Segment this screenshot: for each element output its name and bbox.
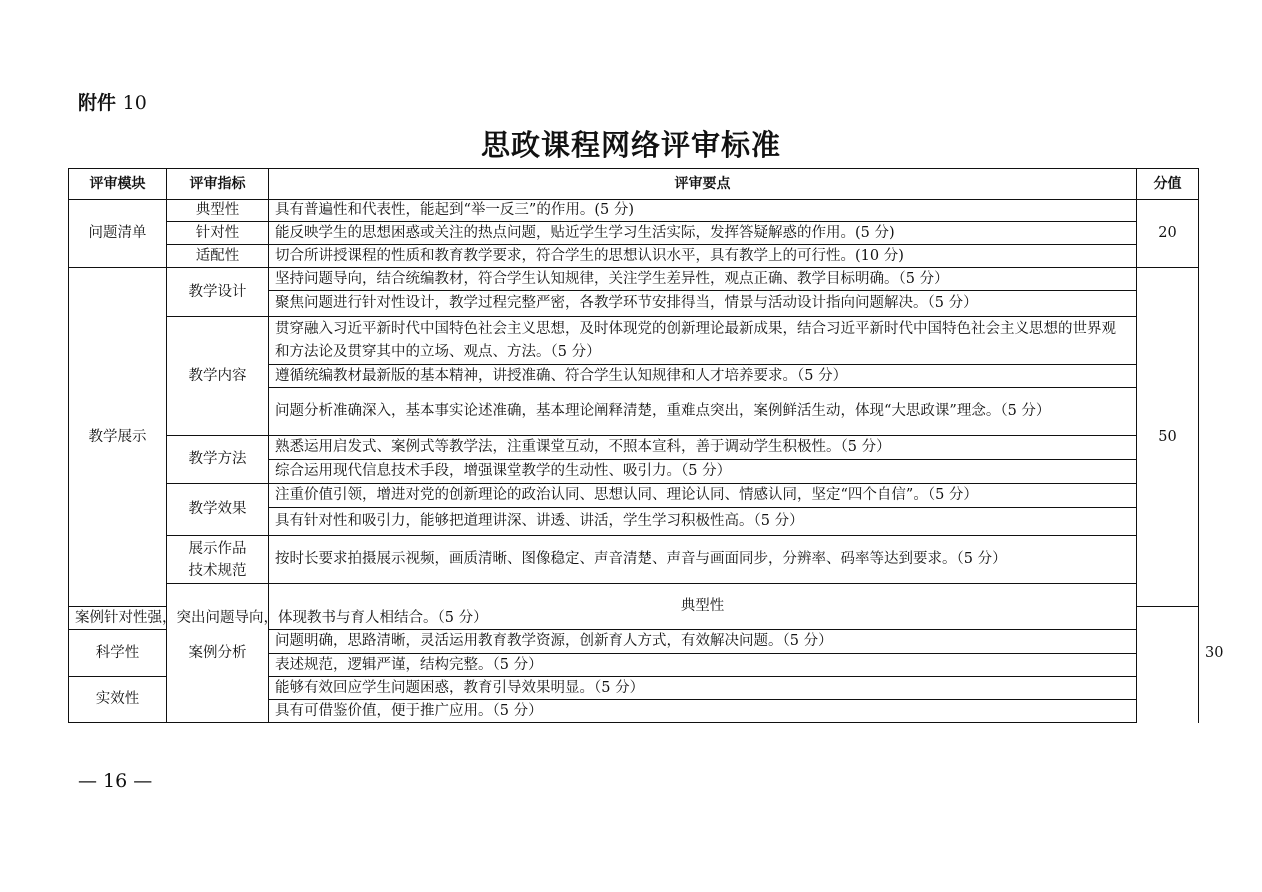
header-score: 分值: [1137, 169, 1199, 200]
attachment-word: 附件: [78, 92, 117, 114]
point-cell: 按时长要求拍摄展示视频，画质清晰、图像稳定、声音清楚、声音与画面同步，分辨率、码率等达到要求。（5 分）: [269, 536, 1137, 584]
table-header-row: [69, 169, 1199, 200]
score-cell: 50: [1137, 268, 1199, 607]
point-cell: 具有针对性和吸引力，能够把道理讲深、讲透、讲活，学生学习积极性高。（5 分）: [269, 508, 1137, 536]
indicator-cell: 科学性: [69, 630, 167, 677]
indicator-cell: 教学方法: [167, 436, 269, 484]
table-row: [69, 317, 1199, 365]
table-row: [69, 536, 1199, 584]
page-number: — 16 —: [78, 770, 153, 792]
indicator-cell: 教学设计: [167, 268, 269, 317]
point-cell: 坚持问题导向，结合统编教材，符合学生认知规律，关注学生差异性，观点正确、教学目标明确。（5 分）: [269, 268, 1137, 291]
point-cell: 问题分析准确深入，基本事实论述准确，基本理论阐释清楚，重难点突出，案例鲜活生动，体现“大思政课”理念。（5 分）: [269, 388, 1137, 436]
indicator-cell: 教学内容: [167, 317, 269, 436]
table-row: [69, 245, 1199, 268]
indicator-cell: 典型性: [269, 584, 1137, 630]
table-row: [69, 200, 1199, 222]
indicator-line-1: 展示作品: [188, 540, 247, 557]
header-points: 评审要点: [269, 169, 1137, 200]
score-cell: 20: [1137, 200, 1199, 268]
module-cell: 案例分析: [167, 584, 269, 723]
point-cell: 熟悉运用启发式、案例式等教学法，注重课堂互动，不照本宣科，善于调动学生积极性。（5 分）: [269, 436, 1137, 460]
point-cell: 综合运用现代信息技术手段，增强课堂教学的生动性、吸引力。（5 分）: [269, 460, 1137, 484]
indicator-cell: [167, 536, 269, 584]
point-cell: 注重价值引领，增进对党的创新理论的政治认同、思想认同、理论认同、情感认同，坚定“四个自信”。（5 分）: [269, 484, 1137, 508]
table-row: 案例分析 典型性 30: [69, 584, 1199, 607]
indicator-cell: 适配性: [167, 245, 269, 268]
point-cell: 具有可借鉴价值，便于推广应用。（5 分）: [269, 700, 1137, 723]
attachment-label: [78, 88, 147, 115]
indicator-cell: 典型性: [167, 200, 269, 222]
point-cell: 能够有效回应学生问题困惑，教育引导效果明显。（5 分）: [269, 677, 1137, 700]
table-row: [69, 222, 1199, 245]
indicator-cell: 教学效果: [167, 484, 269, 536]
point-cell: 能反映学生的思想困惑或关注的热点问题，贴近学生学习生活实际，发挥答疑解惑的作用。(5 分): [269, 222, 1137, 245]
indicator-line-2: 技术规范: [188, 562, 247, 579]
indicator-cell: 实效性: [69, 677, 167, 723]
point-cell: 问题明确，思路清晰，灵活运用教育教学资源，创新育人方式，有效解决问题。（5 分）: [269, 630, 1137, 654]
attachment-number: 10: [122, 92, 147, 114]
header-module: 评审模块: [69, 169, 167, 200]
indicator-cell: 针对性: [167, 222, 269, 245]
review-criteria-table: [68, 168, 1224, 723]
point-cell: 具有普遍性和代表性，能起到“举一反三”的作用。(5 分): [269, 200, 1137, 222]
point-cell: 表述规范，逻辑严谨，结构完整。（5 分）: [269, 654, 1137, 677]
module-cell: 问题清单: [69, 200, 167, 268]
table-row: [69, 436, 1199, 460]
page-title: 思政课程网络评审标准: [480, 128, 781, 162]
module-cell: 教学展示: [69, 268, 167, 607]
point-cell: 聚焦问题进行针对性设计，教学过程完整严密，各教学环节安排得当，情景与活动设计指向问题解决。（5 分）: [269, 291, 1137, 317]
point-cell: 贯穿融入习近平新时代中国特色社会主义思想，及时体现党的创新理论最新成果，结合习近平新时代中国特色社会主义思想的世界观和方法论及贯穿其中的立场、观点、方法。（5 分）: [269, 317, 1137, 365]
point-cell: 遵循统编教材最新版的基本精神，讲授准确、符合学生认知规律和人才培养要求。（5 分）: [269, 365, 1137, 388]
point-cell: 案例针对性强，突出问题导向，体现教书与育人相结合。（5 分）: [69, 607, 167, 630]
table-row: [69, 484, 1199, 508]
point-cell: 切合所讲授课程的性质和教育教学要求，符合学生的思想认识水平，具有教学上的可行性。(10 分): [269, 245, 1137, 268]
header-indicator: 评审指标: [167, 169, 269, 200]
table-row: [69, 268, 1199, 291]
